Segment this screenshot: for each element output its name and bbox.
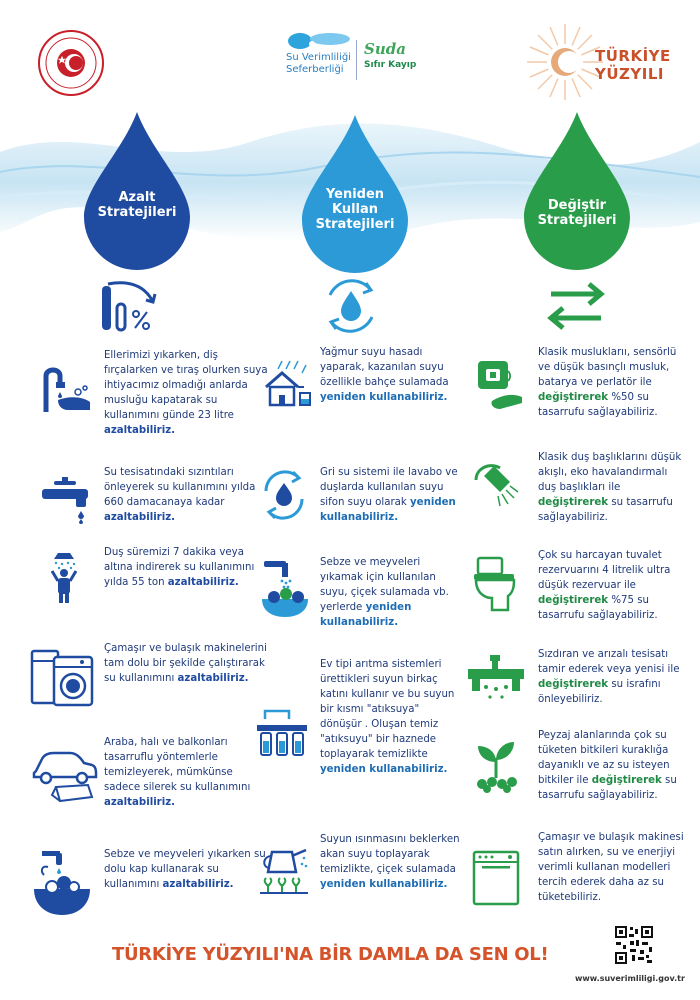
degistir-text xyxy=(538,548,688,623)
drop-degistir-title xyxy=(522,198,632,228)
dripping-tap-icon xyxy=(38,475,93,525)
logo-line1: Su Verimliliği xyxy=(286,52,351,63)
yeniden-text xyxy=(320,345,460,405)
row-text: Peyzaj alanlarında çok su tüketen bitkileri kuraklığa dayanıklı ve az su isteyen bitkiler ile xyxy=(538,730,670,786)
row-bold: azaltabiliriz. xyxy=(104,425,175,436)
footer-slogan: TÜRKİYE YÜZYILI'NA BİR DAMLA DA SEN OL! xyxy=(112,944,549,965)
row-bold: yeniden kullanabiliriz. xyxy=(320,497,456,523)
row-text: Klasik duş başlıklarını düşük akışlı, eko havalandırmalı duş başlıkları ile xyxy=(538,452,682,493)
row-text: Sızdıran ve arızalı tesisatı tamir ederek veya yenisi ile xyxy=(538,649,680,675)
pipe-leak-icon xyxy=(466,653,526,707)
recycle-drop-icon xyxy=(320,275,382,337)
row-bold: azaltabiliriz. xyxy=(104,512,175,523)
row-text-after: su tasarrufu sağlayabiliriz. xyxy=(538,775,677,801)
drop-title-line: Stratejileri xyxy=(315,217,395,232)
drop-title-line: Azalt xyxy=(118,190,156,205)
row-bold: azaltabiliriz. xyxy=(104,797,175,808)
yeniden-text xyxy=(320,832,460,892)
row-bold: azaltabiliriz. xyxy=(162,879,234,890)
car-wash-icon xyxy=(30,745,98,803)
azalt-text xyxy=(104,847,269,892)
drop-title-line: Değiştir xyxy=(547,198,607,213)
logo-suda: Suda xyxy=(364,40,406,58)
water-filter-icon xyxy=(255,707,309,765)
row-text: Sebze ve meyveleri yıkarken su dolu kap kullanarak su kullanımını xyxy=(104,849,266,890)
dishwasher-icon xyxy=(470,850,522,906)
plant-sprout-icon xyxy=(470,738,522,794)
degistir-text xyxy=(538,647,688,707)
row-text-after: %50 su tasarrufu sağlayabiliriz. xyxy=(538,392,658,418)
azalt-text xyxy=(104,545,274,590)
su-verimliligi-logo xyxy=(286,30,426,78)
drop-yeniden xyxy=(300,115,410,273)
ministry-seal-logo xyxy=(36,28,106,98)
qr-code-icon[interactable] xyxy=(614,925,654,965)
row-text: Ellerimizi yıkarken, diş fırçalarken ve tıraş olurken suya ihtiyacımız olmadığı anlarda musluğu kapatarak su kullanımını günde 23 litre xyxy=(104,350,268,421)
row-bold: yeniden kullanabiliriz. xyxy=(320,764,448,775)
row-bold: değiştirerek xyxy=(538,497,609,508)
row-text: Klasik musluklarıı, sensörlü ve düşük basınçlı musluk, batarya ve perlatör ile xyxy=(538,347,677,388)
yeniden-text xyxy=(320,465,460,525)
logo-yuzyili: YÜZYILI xyxy=(595,65,665,83)
row-text: Yağmur suyu hasadı yaparak, kazanılan suyu özellikle bahçe sulamada xyxy=(320,347,449,388)
azalt-text xyxy=(104,348,274,438)
row-text: Çamaşır ve bulaşık makinelerini tam dolu bir şekilde çalıştırarak su kullanımını xyxy=(104,643,267,684)
drop-yeniden-title xyxy=(300,187,410,232)
row-bold: değiştirerek xyxy=(591,775,662,786)
row-text: Duş süremizi 7 dakika veya altına indirerek su kullanımını yılda 55 ton xyxy=(104,547,255,588)
toilet-icon xyxy=(470,556,522,616)
logo-line2: Seferberliği xyxy=(286,64,344,75)
hand-wash-icon xyxy=(38,362,93,417)
drop-shape xyxy=(522,112,632,270)
row-bold: yeniden kullanabiliriz. xyxy=(320,879,448,890)
azalt-text xyxy=(104,735,269,810)
row-bold: azaltabiliriz. xyxy=(177,673,249,684)
grey-water-icon xyxy=(258,469,310,521)
watering-can-icon xyxy=(258,846,312,896)
row-bold: değiştirerek xyxy=(538,679,609,690)
azalt-text xyxy=(104,465,274,525)
washing-machine-icon xyxy=(30,647,94,707)
row-text-after: %75 su tasarrufu sağlayabiliriz. xyxy=(538,595,658,621)
logo-turkiye: TÜRKİYE xyxy=(595,47,671,65)
row-text-after: su tasarrufu sağlayabiliriz. xyxy=(538,497,673,523)
row-text: Araba, halı ve balkonları tasarruflu yöntemlerle temizleyerek, mümkünse sadece silerek su kullanımını xyxy=(104,737,251,793)
logo-divider xyxy=(356,40,357,80)
row-text: Çok su harcayan tuvalet rezervuarını 4 litrelik ultra düşük rezervuar ile xyxy=(538,550,671,591)
logo-sifir-kayip: Sıfır Kayıp xyxy=(364,60,417,70)
azalt-text xyxy=(104,641,269,686)
drop-title-line: Stratejileri xyxy=(97,205,177,220)
shower-person-icon xyxy=(38,547,93,605)
row-text: Su tesisatındaki sızıntıları önleyerek su kullanımını yılda 660 damacanaya kadar xyxy=(104,467,256,508)
website-link[interactable]: www.suverimliligi.gov.tr xyxy=(575,974,685,983)
drop-azalt-title xyxy=(82,190,192,220)
degistir-text xyxy=(538,728,688,803)
drop-title-line: Kullan xyxy=(331,202,379,217)
yeniden-text xyxy=(320,555,460,630)
row-text: Suyun ısınmasını beklerken akan suyu toplayarak temizlikte, çiçek sulamada xyxy=(320,834,460,875)
water-drop-logo-icon xyxy=(286,30,354,52)
header xyxy=(0,0,700,110)
turkiye-yuzyili-logo xyxy=(525,22,675,102)
sun-burst-icon xyxy=(525,22,605,102)
sensor-faucet-icon xyxy=(470,359,528,417)
degistir-text xyxy=(538,345,688,420)
row-bold: değiştirerek xyxy=(538,595,609,606)
vegetable-bowl-icon xyxy=(30,849,94,919)
drop-title-line: Stratejileri xyxy=(537,213,617,228)
shower-head-icon xyxy=(470,460,522,512)
row-bold: yeniden kullanabiliriz. xyxy=(320,602,412,628)
row-bold: azaltabiliriz. xyxy=(167,577,239,588)
row-bold: değiştirerek xyxy=(538,392,609,403)
row-text: Gri su sistemi ile lavabo ve duşlarda kullanılan suyu sifon suyu olarak xyxy=(320,467,458,508)
drop-title-line: Yeniden xyxy=(325,187,385,202)
yeniden-text xyxy=(320,657,460,777)
row-text: Ev tipi arıtma sistemleri ürettikleri suyun birkaç katını kullanır ve bu suyun bir kısmı "atıksuya" dönüşür . Oluşan temiz "atıksuyu" bir haznede toplayarak temizlikte xyxy=(320,659,455,760)
drop-azalt xyxy=(82,112,192,270)
fruit-wash-icon xyxy=(258,559,312,619)
row-text-after: su israfını önleyebiliriz. xyxy=(538,679,661,705)
drop-degistir xyxy=(522,112,632,270)
degistir-text xyxy=(538,830,688,905)
row-text: Çamaşır ve bulaşık makinesi satın alırken, su ve enerjiyi verimli kullanan modelleri tercih ederek daha az su tüketebiliriz. xyxy=(538,832,684,903)
row-text: Sebze ve meyveleri yıkamak için kullanılan suyu, çiçek sulamada vb. yerlerde xyxy=(320,557,449,613)
degistir-text xyxy=(538,450,688,525)
swap-arrows-icon xyxy=(545,280,607,332)
rain-harvest-icon xyxy=(262,359,312,409)
row-bold: yeniden kullanabiliriz. xyxy=(320,392,448,403)
reduce-percent-icon xyxy=(100,280,162,332)
